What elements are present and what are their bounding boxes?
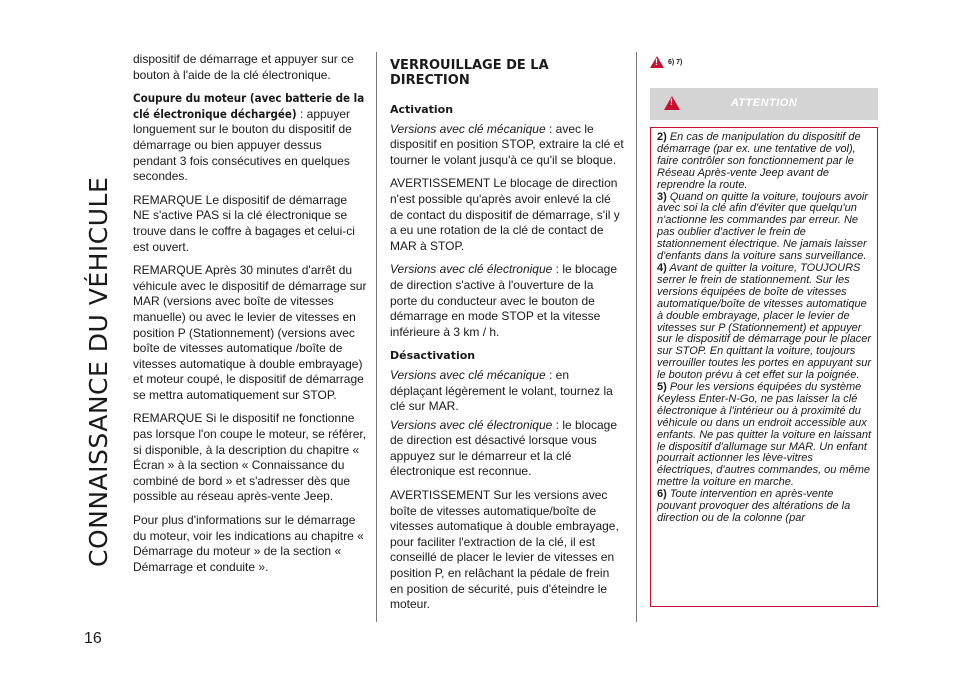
column-divider xyxy=(636,52,637,622)
section-title-vertical: CONNAISSANCE DU VÉHICULE xyxy=(84,176,113,567)
page-number: 16 xyxy=(84,630,102,647)
subheading-deactivation: Désactivation xyxy=(390,349,476,363)
attention-box xyxy=(650,127,878,607)
italic-label: Versions avec clé mécanique xyxy=(390,121,546,136)
column-middle xyxy=(390,58,624,621)
italic-label: Versions avec clé électronique xyxy=(390,417,553,432)
paragraph xyxy=(390,262,624,340)
paragraph xyxy=(390,122,624,169)
attention-item: 6) Toute intervention en après-vente pouvant provoquer des altérations de la direction ou de la colonne (par xyxy=(657,488,851,524)
paragraph: AVERTISSEMENT Sur les versions avec boîte de vitesses automatique/boîte de vitesses automatique à double embrayage, pour faciliter l'extraction de la clé, il est conseillé de placer le levier de vitesses en position P, en relâchant la pédale de frein en position de sécurité, puis d'éteindre le moteur. xyxy=(390,488,619,612)
warning-triangle-icon xyxy=(650,56,664,68)
attention-item: 2) En cas de manipulation du dispositif de démarrage (par ex. une tentative de vol), faire contrôler son fonctionnement par le Réseau Après-vente Jeep avant de reprendre la route. xyxy=(657,131,861,191)
attention-item: 4) Avant de quitter la voiture, TOUJOURS serrer le frein de stationnement. Sur les versions équipées de boîte de vitesses automatique/boîte de vitesses automatique à double embrayage, placer le levier de vitesses sur P (Stationnement) et appuyer sur le dispositif de démarrage pour le placer sur STOP. En quittant la voiture, toujours verrouiller toutes les portes en appuyant sur le bouton prévu à cet effet sur la poignée. xyxy=(657,261,872,382)
column-left xyxy=(133,52,367,583)
italic-label: Versions avec clé mécanique xyxy=(390,367,546,382)
paragraph: AVERTISSEMENT Le blocage de direction n'est possible qu'après avoir enlevé la clé de contact du dispositif de démarrage, s'il y a eu une rotation de la clé de contact de MAR à STOP. xyxy=(390,176,620,253)
attention-label: ATTENTION xyxy=(730,97,798,109)
warning-ref-numbers: 6) 7) xyxy=(668,58,683,66)
paragraph: dispositif de démarrage et appuyer sur ce bouton à l'aide de la clé électronique. xyxy=(133,52,354,82)
warning-reference xyxy=(650,56,682,68)
paragraph-text: : en déplaçant légèrement le volant, tournez la clé sur MAR. xyxy=(390,367,613,414)
paragraph: REMARQUE Le dispositif de démarrage NE s'active PAS si la clé électronique se trouve dans le coffre à bagages et celui-ci est ouvert. xyxy=(133,192,355,254)
paragraph: REMARQUE Après 30 minutes d'arrêt du véhicule avec le dispositif de démarrage sur MAR (versions avec boîte de vitesses manuelle) ou avec le levier de vitesses en position P (Stationnement) (versions avec boîte de vitesses automatique /boîte de vitesses automatique à double embrayage) et moteur coupé, le dispositif de démarrage se mettra automatiquement sur STOP. xyxy=(133,263,367,402)
attention-header xyxy=(650,88,878,120)
paragraph-text: : appuyer longuement sur le bouton du dispositif de démarrage ou bien appuyer dessus pendant 3 fois consécutives en quelques secondes. xyxy=(133,106,352,184)
paragraph: REMARQUE Si le dispositif ne fonctionne pas lorsque l'on coupe le moteur, se référer, si disponible, à la description du chapitre « Écran » à la section « Connaissance du combiné de bord » et s'adresser dès que possible au réseau après-vente Jeep. xyxy=(133,411,367,504)
paragraph xyxy=(390,418,624,480)
subheading-activation: Activation xyxy=(390,103,454,116)
bold-label: Coupure du moteur (avec batterie de la clé électronique déchargée) xyxy=(133,91,365,121)
section-heading: VERROUILLAGE DE LA DIRECTION xyxy=(390,58,549,88)
paragraph-text: : le blocage de direction s'active à l'ouverture de la porte du conducteur avec le bouton de démarrage en mode STOP et la vitesse inférieure à 3 km / h. xyxy=(390,262,618,339)
attention-item: 5) Pour les versions équipées du système Keyless Enter-N-Go, ne pas laisser la clé électronique à l'intérieur ou à proximité du véhicule ou dans un endroit accessible aux enfants. Ne pas quitter la voiture en laissant le dispositif d'allumage sur MAR. Un enfant pourrait actionner les lève-vitres électriques, d'autres commandes, ou même mettre la voiture en marche. xyxy=(657,381,872,489)
paragraph-text: : le blocage de direction est désactivé lorsque vous appuyez sur le démarreur et la clé électronique est reconnue. xyxy=(390,417,618,479)
attention-item: 3) Quand on quitte la voiture, toujours avoir avec soi la clé afin d'éviter que quelqu'un n'actionne les commandes par erreur. Ne pas oublier d'activer le frein de stationnement électrique. Ne jamais laisser d'enfants dans la voiture sans surveillance. xyxy=(657,190,868,263)
paragraph-text: : avec le dispositif en position STOP, extraire la clé et tourner le volant jusqu'à ce qu'il se bloque. xyxy=(390,121,624,167)
column-divider xyxy=(376,52,377,622)
paragraph xyxy=(390,368,624,415)
italic-label: Versions avec clé électronique xyxy=(390,262,553,277)
paragraph xyxy=(133,91,367,185)
paragraph: Pour plus d'informations sur le démarrage du moteur, voir les indications au chapitre « Démarrage du moteur » de la section « Démarrage et conduite ». xyxy=(133,513,364,574)
